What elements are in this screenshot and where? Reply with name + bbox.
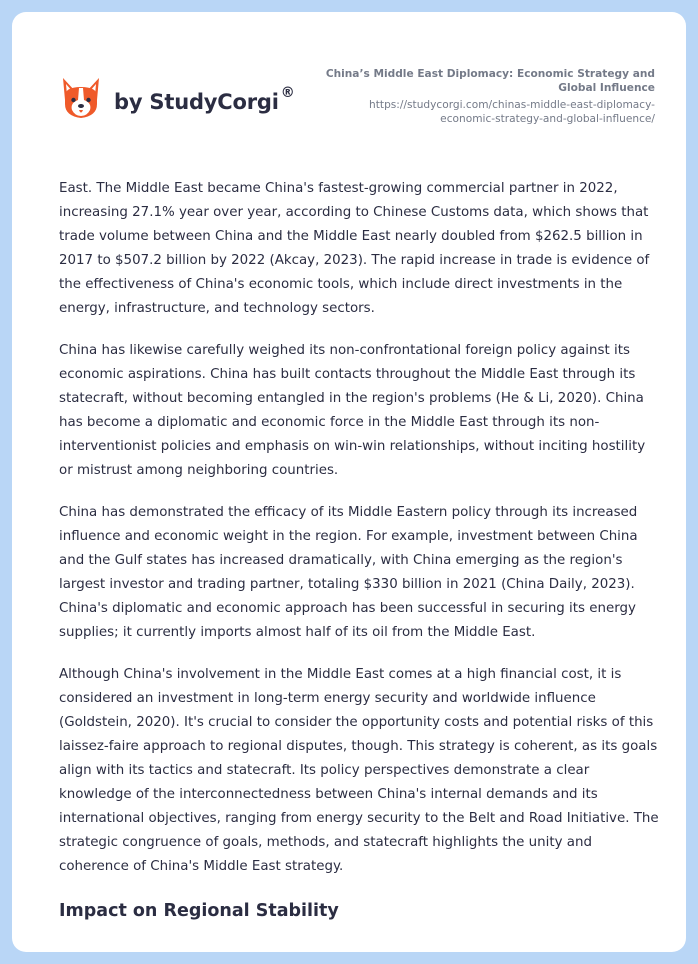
paragraph: China has demonstrated the efficacy of its Middle Eastern policy through its increased influence and economic weight in the region. For example, investment between China and the Gulf states has increased dramatically, with China emerging as the region's largest investor and trading partner, totaling $330 billion in 2021 (China Daily, 2023). China's diplomatic and economic approach has been successful in securing its energy supplies; it currently imports almost half of its oil from the Middle East. (59, 505, 638, 640)
document-body (59, 177, 659, 923)
section-heading: Impact on Regional Stability (59, 901, 339, 921)
document-meta (315, 67, 655, 126)
page-header (12, 12, 686, 152)
paragraph: East. The Middle East became China's fastest-growing commercial partner in 2022, increasing 27.1% year over year, according to Chinese Customs data, which shows that trade volume between China and the Middle East nearly doubled from $262.5 billion in 2017 to $507.2 billion by 2022 (Akcay, 2023). The rapid increase in trade is evidence of the effectiveness of China's economic tools, which include direct investments in the energy, infrastructure, and technology sectors. (59, 181, 650, 316)
document-url[interactable]: https://studycorgi.com/chinas-middle-east-diplomacy-economic-strategy-and-global-influence/ (369, 99, 655, 125)
studycorgi-logo[interactable] (60, 76, 295, 122)
document-title: China’s Middle East Diplomacy: Economic Strategy and Global Influence (325, 68, 655, 94)
paragraph: China has likewise carefully weighed its non-confrontational foreign policy against its economic aspirations. China has built contacts throughout the Middle East through its statecraft, without becoming entangled in the region's problems (He & Li, 2020). China has become a diplomatic and economic force in the Middle East through its non-interventionist policies and emphasis on win-win relationships, without inciting hostility or mistrust among neighboring countries. (59, 343, 646, 478)
corgi-logo-icon (60, 76, 102, 122)
brand-text: by StudyCorgi (114, 89, 279, 114)
registered-mark: ® (280, 84, 295, 101)
paragraph: Although China's involvement in the Middle East comes at a high financial cost, it is considered an investment in long-term energy security and worldwide influence (Goldstein, 2020). It's crucial to consider the opportunity costs and potential risks of this laissez-faire approach to regional disputes, though. This strategy is coherent, as its goals align with its tactics and statecraft. Its policy perspectives demonstrate a clear knowledge of the interconnectedness between China's internal demands and its international objectives, ranging from energy security to the Belt and Road Initiative. The strategic congruence of goals, methods, and statecraft highlights the unity and coherence of China's Middle East strategy. (59, 667, 659, 874)
document-page (12, 12, 686, 952)
brand-name (114, 84, 295, 114)
